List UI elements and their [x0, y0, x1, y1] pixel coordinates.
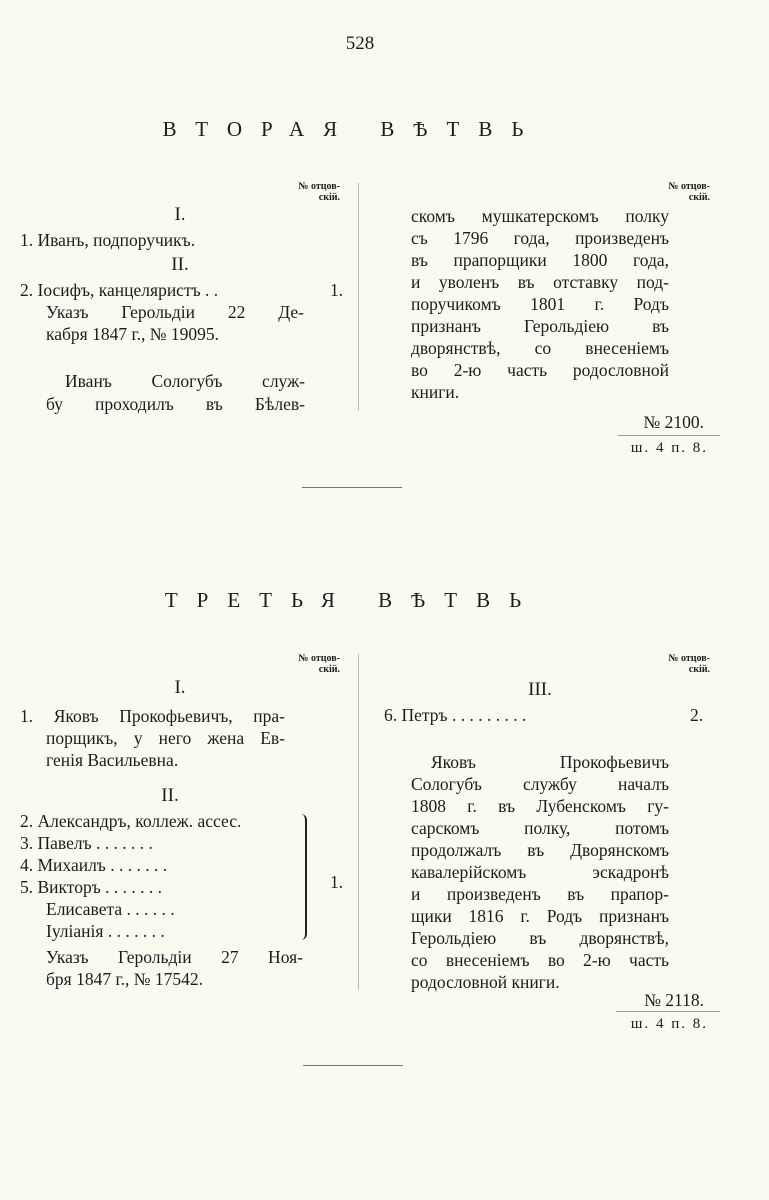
biography-line: во 2-ю часть родословной [411, 360, 669, 380]
genealogy-entry: 2. Іосифъ, канцеляристъ . . [20, 280, 219, 300]
section-title-second-branch: ВТОРАЯ ВѢТВЬ [162, 117, 543, 141]
genealogy-entry: порщикъ, у него жена Ев- [46, 728, 285, 748]
decree-line: Указъ Герольдіи 22 Де- [46, 302, 304, 322]
biography-line: 1808 г. въ Лубенскомъ гу- [411, 796, 669, 816]
generation-heading: III. [528, 679, 552, 700]
brace [300, 814, 307, 940]
decree-line: Указъ Герольдіи 27 Ноя- [46, 947, 303, 967]
header-line: скій. [318, 664, 340, 675]
generation-heading: II. [161, 785, 179, 806]
biography-line: бу проходилъ въ Бѣлев- [46, 394, 305, 414]
decree-line: бря 1847 г., № 17542. [46, 969, 203, 989]
section-separator [303, 1065, 403, 1066]
generation-heading: I. [174, 677, 186, 698]
header-line: № отцов- [298, 181, 340, 192]
rule [616, 1011, 720, 1012]
biography-line: Иванъ Сологубъ служ- [65, 371, 305, 391]
child-entry: 2. Александръ, коллеж. ассес. [20, 811, 242, 831]
section-separator [302, 487, 402, 488]
section-title-third-branch: ТРЕТЬЯ ВѢТВЬ [164, 588, 541, 612]
child-entry: 5. Викторъ . . . . . . . [20, 877, 163, 897]
father-column-header [280, 181, 340, 203]
biography-paragraph [411, 751, 669, 993]
biography-line: скомъ мушкатерскомъ полку [411, 206, 669, 226]
decree-line: кабря 1847 г., № 19095. [46, 324, 219, 344]
genealogy-entry: 6. Петръ . . . . . . . . . [384, 705, 527, 725]
header-line: скій. [688, 664, 710, 675]
child-entry: 3. Павелъ . . . . . . . [20, 833, 153, 853]
father-column-header [650, 653, 710, 675]
biography-line: съ 1796 года, произведенъ [411, 228, 669, 248]
genealogy-entry: 1. Иванъ, подпоручикъ. [20, 230, 196, 250]
child-entry: 4. Михаилъ . . . . . . . [20, 855, 168, 875]
header-line: № отцов- [668, 181, 710, 192]
header-line: № отцов- [668, 653, 710, 664]
father-column-header [650, 181, 710, 203]
father-number: 1. [330, 872, 344, 892]
biography-line: щики 1816 г. Родъ признанъ [411, 906, 669, 926]
biography-line: продолжалъ въ Дворянскомъ [411, 840, 669, 860]
biography-line: поручикомъ 1801 г. Родъ [411, 294, 669, 314]
child-entry: Елисавета . . . . . . [46, 899, 175, 919]
biography-line: и уволенъ въ отставку под- [411, 272, 669, 292]
biography-paragraph [411, 205, 669, 403]
record-number: № 2118. [644, 990, 704, 1010]
father-column-header [280, 653, 340, 675]
child-entry: Іуліанія . . . . . . . [46, 921, 165, 941]
biography-line: сарскомъ полку, потомъ [411, 818, 669, 838]
header-line: скій. [318, 192, 340, 203]
father-number: 1. [330, 280, 344, 300]
genealogy-entry: 1. Яковъ Прокофьевичъ, пра- [20, 706, 285, 726]
biography-line: родословной книги. [411, 972, 560, 992]
column-divider [358, 183, 359, 411]
rule [618, 435, 720, 436]
page-number: 528 [345, 33, 375, 54]
header-line: скій. [688, 192, 710, 203]
header-line: № отцов- [298, 653, 340, 664]
genealogy-entry: генія Васильевна. [46, 750, 179, 770]
biography-line: въ прапорщики 1800 года, [411, 250, 669, 270]
generation-heading: II. [171, 254, 189, 275]
shelf-mark: ш. 4 п. 8. [630, 440, 708, 456]
father-number: 2. [690, 705, 704, 725]
children-list [20, 810, 241, 942]
biography-line: Герольдіею въ дворянствѣ, [411, 928, 669, 948]
biography-line: и произведенъ въ прапор- [411, 884, 669, 904]
biography-line: дворянствѣ, со внесеніемъ [411, 338, 669, 358]
record-number: № 2100. [643, 412, 704, 432]
generation-heading: I. [174, 204, 186, 225]
biography-line: со внесеніемъ во 2-ю часть [411, 950, 669, 970]
biography-line: кавалерійскомъ эскадронѣ [411, 862, 669, 882]
biography-line: книги. [411, 382, 460, 402]
biography-line: признанъ Герольдіею въ [411, 316, 669, 336]
column-divider [358, 654, 359, 990]
biography-line: Сологубъ службу началъ [411, 774, 669, 794]
biography-line: Яковъ Прокофьевичъ [431, 752, 669, 772]
shelf-mark: ш. 4 п. 8. [630, 1016, 708, 1032]
